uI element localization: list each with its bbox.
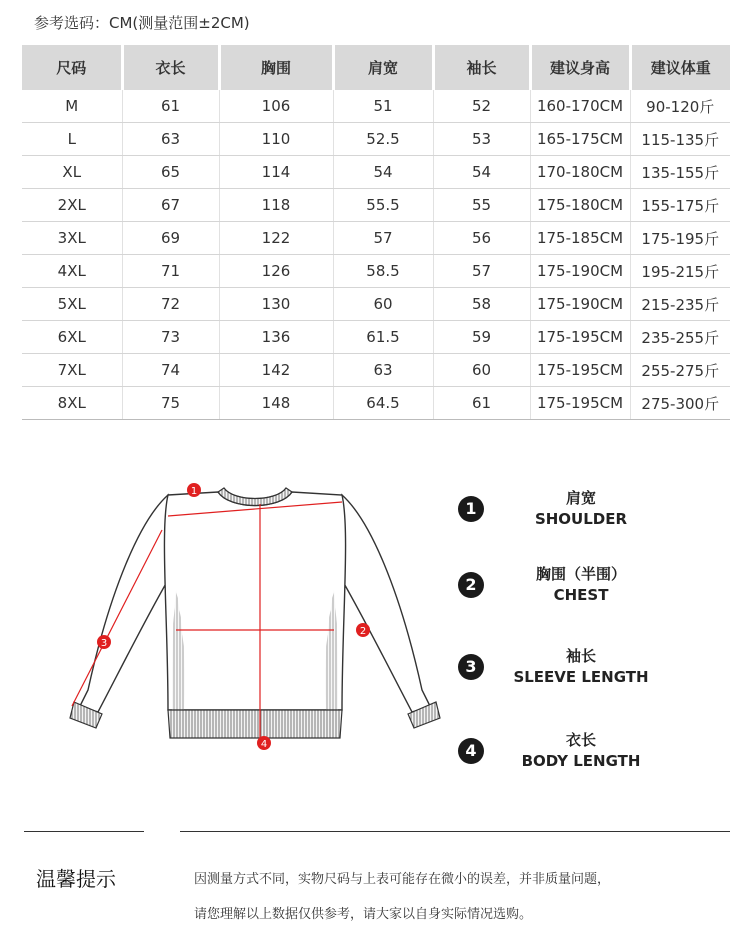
table-cell: 53 (433, 123, 530, 156)
table-cell: 56 (433, 222, 530, 255)
table-cell: 115-135斤 (630, 123, 730, 156)
header-height: 建议身高 (530, 45, 630, 90)
table-row (22, 321, 730, 354)
table-cell: 60 (433, 354, 530, 387)
table-cell: XL (22, 156, 122, 189)
body (164, 492, 345, 710)
table-cell: 61.5 (333, 321, 433, 354)
table-cell: 65 (122, 156, 219, 189)
size-table (22, 45, 730, 420)
table-cell: 54 (433, 156, 530, 189)
table-cell: 165-175CM (530, 123, 630, 156)
svg-text:2: 2 (359, 626, 367, 637)
legend-en: SLEEVE LENGTH (513, 668, 649, 686)
divider-left (24, 831, 144, 832)
svg-text:1: 1 (190, 486, 198, 497)
table-cell: M (22, 90, 122, 123)
table-cell: 63 (333, 354, 433, 387)
reference-note: 参考选码：CM(测量范围±2CM) (34, 14, 250, 32)
table-cell: 215-235斤 (630, 288, 730, 321)
header-body-length: 衣长 (122, 45, 219, 90)
table-cell: 148 (219, 387, 333, 420)
header-chest: 胸围 (219, 45, 333, 90)
table-cell: 58 (433, 288, 530, 321)
legend-cn: 胸围（半围） (535, 565, 626, 583)
table-cell: 114 (219, 156, 333, 189)
table-cell: 175-195CM (530, 354, 630, 387)
table-cell: 72 (122, 288, 219, 321)
table-cell: 106 (219, 90, 333, 123)
table-cell: 195-215斤 (630, 255, 730, 288)
legend-body-length (456, 730, 716, 780)
table-cell: 58.5 (333, 255, 433, 288)
table-cell: 67 (122, 189, 219, 222)
table-cell: 118 (219, 189, 333, 222)
size-table-header-row (22, 45, 730, 90)
table-cell: 275-300斤 (630, 387, 730, 420)
table-cell: 122 (219, 222, 333, 255)
table-cell: 170-180CM (530, 156, 630, 189)
table-cell: 136 (219, 321, 333, 354)
legend-en: SHOULDER (534, 510, 628, 528)
table-row (22, 288, 730, 321)
table-cell: 52 (433, 90, 530, 123)
legend-chest (456, 564, 716, 614)
table-row (22, 354, 730, 387)
table-cell: 2XL (22, 189, 122, 222)
table-cell: 51 (333, 90, 433, 123)
header-weight: 建议体重 (630, 45, 730, 90)
table-cell: 71 (122, 255, 219, 288)
table-cell: 57 (333, 222, 433, 255)
table-cell: 175-185CM (530, 222, 630, 255)
table-cell: 55 (433, 189, 530, 222)
legend-sleeve-length (456, 646, 716, 696)
table-cell: 7XL (22, 354, 122, 387)
table-cell: 160-170CM (530, 90, 630, 123)
sleeve-line (72, 530, 162, 706)
table-cell: 8XL (22, 387, 122, 420)
table-cell: 5XL (22, 288, 122, 321)
table-cell: 55.5 (333, 189, 433, 222)
svg-text:3: 3 (100, 638, 108, 649)
table-cell: 64.5 (333, 387, 433, 420)
table-cell: 54 (333, 156, 433, 189)
table-cell: 3XL (22, 222, 122, 255)
table-cell: 130 (219, 288, 333, 321)
header-size: 尺码 (22, 45, 122, 90)
marker-1 (187, 483, 201, 497)
divider-right (180, 831, 730, 832)
table-cell: 175-195CM (530, 321, 630, 354)
table-row (22, 222, 730, 255)
hem-rib (168, 710, 342, 738)
table-row (22, 123, 730, 156)
table-cell: 135-155斤 (630, 156, 730, 189)
table-cell: 110 (219, 123, 333, 156)
table-cell: L (22, 123, 122, 156)
legend-cn: 衣长 (565, 731, 596, 749)
legend-en: BODY LENGTH (521, 752, 641, 770)
table-cell: 255-275斤 (630, 354, 730, 387)
number-2-icon: 2 (458, 572, 484, 598)
number-3-icon: 3 (458, 654, 484, 680)
table-row (22, 189, 730, 222)
tips-title: 温馨提示 (36, 867, 116, 891)
table-cell: 57 (433, 255, 530, 288)
table-cell: 74 (122, 354, 219, 387)
table-cell: 75 (122, 387, 219, 420)
table-row (22, 387, 730, 420)
table-cell: 175-180CM (530, 189, 630, 222)
header-sleeve: 袖长 (433, 45, 530, 90)
legend-shoulder (456, 488, 716, 538)
table-row (22, 255, 730, 288)
table-cell: 126 (219, 255, 333, 288)
table-cell: 59 (433, 321, 530, 354)
table-cell: 60 (333, 288, 433, 321)
table-cell: 175-195CM (530, 387, 630, 420)
svg-text:4: 4 (260, 739, 268, 750)
number-1-icon: 1 (458, 496, 484, 522)
marker-2 (356, 623, 370, 637)
table-cell: 142 (219, 354, 333, 387)
table-cell: 73 (122, 321, 219, 354)
table-cell: 235-255斤 (630, 321, 730, 354)
table-cell: 155-175斤 (630, 189, 730, 222)
number-4-icon: 4 (458, 738, 484, 764)
tips-line-2: 请您理解以上数据仅供参考，请大家以自身实际情况选购。 (194, 907, 533, 922)
size-table-body (22, 90, 730, 420)
legend-cn: 肩宽 (565, 489, 596, 507)
table-cell: 6XL (22, 321, 122, 354)
table-cell: 61 (122, 90, 219, 123)
table-cell: 63 (122, 123, 219, 156)
legend-cn: 袖长 (565, 647, 596, 665)
tips-line-1: 因测量方式不同，实物尺码与上表可能存在微小的误差，并非质量问题， (194, 872, 611, 887)
table-cell: 90-120斤 (630, 90, 730, 123)
sweater-measurement-diagram (50, 470, 450, 760)
header-shoulder: 肩宽 (333, 45, 433, 90)
table-cell: 61 (433, 387, 530, 420)
table-cell: 4XL (22, 255, 122, 288)
table-cell: 69 (122, 222, 219, 255)
table-cell: 175-190CM (530, 255, 630, 288)
table-cell: 52.5 (333, 123, 433, 156)
table-row (22, 156, 730, 189)
table-row (22, 90, 730, 123)
table-cell: 175-195斤 (630, 222, 730, 255)
right-sleeve (342, 495, 430, 712)
legend-en: CHEST (553, 586, 609, 604)
marker-3 (97, 635, 111, 649)
marker-4 (257, 736, 271, 750)
table-cell: 175-190CM (530, 288, 630, 321)
